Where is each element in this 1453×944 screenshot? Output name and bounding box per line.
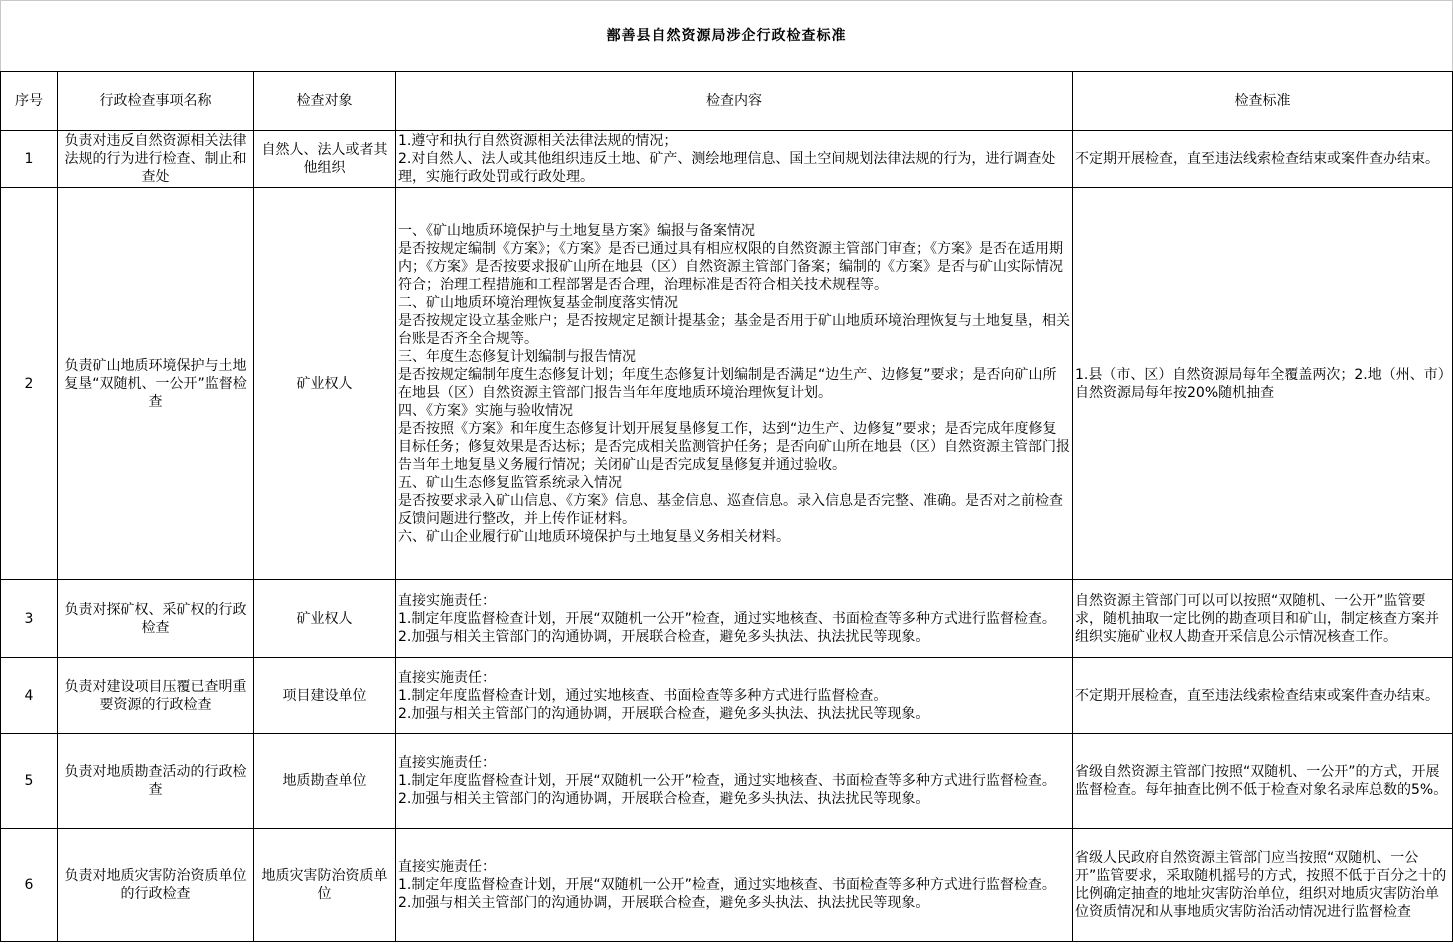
row-object: 地质灾害防治资质单位 [254, 829, 396, 942]
row-seq: 6 [1, 829, 58, 942]
row-object: 地质勘查单位 [254, 734, 396, 829]
row-item-name: 负责对地质灾害防治资质单位的行政检查 [58, 829, 254, 942]
content-line: 1.制定年度监督检查计划，开展“双随机一公开”检查，通过实地核查、书面检查等多种方式进行监督检查。 [398, 773, 1056, 789]
content-line: 三、年度生态修复计划编制与报告情况 [398, 348, 636, 365]
row-item-name: 负责对建设项目压覆已查明重要资源的行政检查 [58, 658, 254, 734]
content-line: 2.加强与相关主管部门的沟通协调，开展联合检查，避免多头执法、执法扰民等现象。 [398, 705, 930, 722]
table-row [1, 131, 1453, 188]
page-title: 鄯善县自然资源局涉企行政检查标准 [1, 1, 1453, 72]
content-line: 直接实施责任： [398, 859, 496, 875]
content-line: 2.加强与相关主管部门的沟通协调，开展联合检查，避免多头执法、执法扰民等现象。 [398, 895, 930, 911]
row-content [396, 658, 1073, 734]
content-line: 2.加强与相关主管部门的沟通协调，开展联合检查，避免多头执法、执法扰民等现象。 [398, 791, 930, 807]
row-item-name: 负责对地质勘查活动的行政检查 [58, 734, 254, 829]
content-line: 1.遵守和执行自然资源相关法律法规的情况； [398, 133, 678, 149]
table-row [1, 829, 1453, 942]
content-line: 五、矿山生态修复监管系统录入情况 [398, 474, 622, 491]
row-standard: 不定期开展检查，直至违法线索检查结束或案件查办结束。 [1073, 131, 1453, 188]
row-standard: 不定期开展检查，直至违法线索检查结束或案件查办结束。 [1073, 658, 1453, 734]
row-standard: 省级自然资源主管部门按照“双随机、一公开”的方式，开展监督检查。每年抽查比例不低于检查对象名录库总数的5%。 [1073, 734, 1453, 829]
content-line: 是否按规定编制年度生态修复计划；年度生态修复计划编制是否满足“边生产、边修复”要求；是否向矿山所在地县（区）自然资源主管部门报告当年年度地质环境治理恢复计划。 [398, 366, 1057, 401]
table-row [1, 188, 1453, 580]
content-line: 四、《方案》实施与验收情况 [398, 402, 573, 419]
header-content: 检查内容 [396, 72, 1073, 131]
row-item-name: 负责对探矿权、采矿权的行政检查 [58, 580, 254, 658]
row-seq: 1 [1, 131, 58, 188]
content-line: 2.加强与相关主管部门的沟通协调，开展联合检查，避免多头执法、执法扰民等现象。 [398, 628, 930, 645]
row-standard: 自然资源主管部门可以可以按照“双随机、一公开”监管要求，随机抽取一定比例的勘查项目和矿山，制定核查方案并组织实施矿业权人勘查开采信息公示情况核查工作。 [1073, 580, 1453, 658]
content-line: 是否按规定编制《方案》；《方案》是否已通过具有相应权限的自然资源主管部门审查；《方案》是否在适用期内；《方案》是否按要求报矿山所在地县（区）自然资源主管部门备案；编制的《方案》是否与矿山实际情况符合；治理工程措施和工程部署是否合理，治理标准是否符合相关技术规程等。 [398, 240, 1063, 293]
content-line: 二、矿山地质环境治理恢复基金制度落实情况 [398, 294, 678, 311]
row-seq: 5 [1, 734, 58, 829]
row-standard: 1.县（市、区）自然资源局每年全覆盖两次；2.地（州、市）自然资源局每年按20%随机抽查 [1073, 188, 1453, 580]
header-standard: 检查标准 [1073, 72, 1453, 131]
content-line: 1.制定年度监督检查计划，通过实地核查、书面检查等多种方式进行监督检查。 [398, 687, 888, 704]
table-row [1, 658, 1453, 734]
row-content [396, 580, 1073, 658]
content-line: 直接实施责任： [398, 669, 496, 686]
row-object: 矿业权人 [254, 188, 396, 580]
table-row [1, 580, 1453, 658]
header-item-name: 行政检查事项名称 [58, 72, 254, 131]
content-line: 2.对自然人、法人或其他组织违反土地、矿产、测绘地理信息、国土空间规划法律法规的行为，进行调查处理，实施行政处罚或行政处理。 [398, 151, 1056, 185]
row-seq: 3 [1, 580, 58, 658]
row-content [396, 188, 1073, 580]
content-line: 是否按要求录入矿山信息、《方案》信息、基金信息、巡查信息。录入信息是否完整、准确。是否对之前检查反馈问题进行整改，并上传作证材料。 [398, 492, 1063, 527]
row-standard: 省级人民政府自然资源主管部门应当按照“双随机、一公开”监管要求，采取随机摇号的方式，按照不低于百分之十的比例确定抽查的地址灾害防治单位，组织对地质灾害防治单位资质情况和从事地质灾害防治活动情况进行监督检查 [1073, 829, 1453, 942]
content-line: 一、《矿山地质环境保护与土地复垦方案》编报与备案情况 [398, 222, 755, 239]
header-seq: 序号 [1, 72, 58, 131]
row-item-name: 负责对违反自然资源相关法律法规的行为进行检查、制止和查处 [58, 131, 254, 188]
content-line: 1.制定年度监督检查计划，开展“双随机一公开”检查，通过实地核查、书面检查等多种方式进行监督检查。 [398, 877, 1056, 893]
content-line: 是否按规定设立基金账户；是否按规定足额计提基金；基金是否用于矿山地质环境治理恢复与土地复垦，相关台账是否齐全合规等。 [398, 312, 1070, 347]
row-seq: 4 [1, 658, 58, 734]
row-content [396, 734, 1073, 829]
content-line: 1.制定年度监督检查计划，开展“双随机一公开”检查，通过实地核查、书面检查等多种方式进行监督检查。 [398, 610, 1056, 627]
row-object: 矿业权人 [254, 580, 396, 658]
header-object: 检查对象 [254, 72, 396, 131]
row-object: 自然人、法人或者其他组织 [254, 131, 396, 188]
content-line: 是否按照《方案》和年度生态修复计划开展复垦修复工作，达到“边生产、边修复”要求；是否完成年度修复目标任务；修复效果是否达标；是否完成相关监测管护任务；是否向矿山所在地县（区）自然资源主管部门报告当年土地复垦义务履行情况；关闭矿山是否完成复垦修复并通过验收。 [398, 420, 1070, 473]
content-line: 直接实施责任： [398, 592, 496, 609]
row-content [396, 829, 1073, 942]
content-line: 直接实施责任： [398, 755, 496, 771]
table-header-row [1, 72, 1453, 131]
row-object: 项目建设单位 [254, 658, 396, 734]
content-line: 六、矿山企业履行矿山地质环境保护与土地复垦义务相关材料。 [398, 528, 790, 545]
row-item-name: 负责矿山地质环境保护与土地复垦“双随机、一公开”监督检查 [58, 188, 254, 580]
row-seq: 2 [1, 188, 58, 580]
table-row [1, 734, 1453, 829]
row-content [396, 131, 1073, 188]
